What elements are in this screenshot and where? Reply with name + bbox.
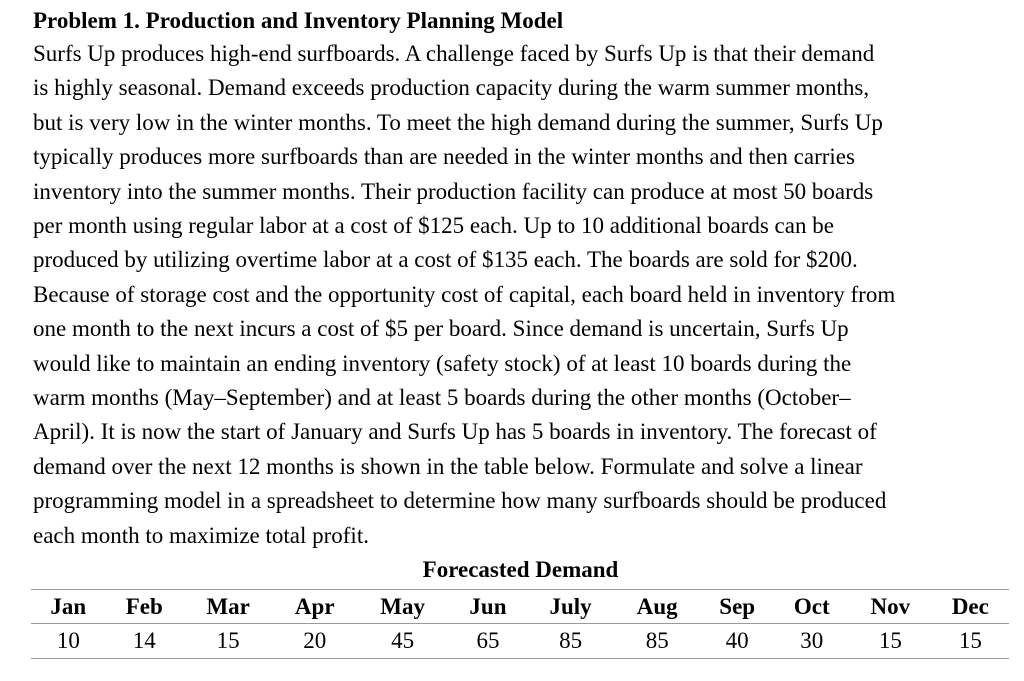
statement-line: each month to maximize total profit. (33, 522, 369, 548)
demand-value: 85 (527, 624, 615, 659)
demand-value: 20 (273, 624, 356, 659)
demand-value: 14 (106, 624, 183, 659)
statement-line: demand over the next 12 months is shown in the table below. Formulate and solve a linear (33, 453, 863, 479)
month-header: Aug (615, 590, 700, 624)
statement-line: Because of storage cost and the opportunity cost of capital, each board held in inventory from (33, 281, 896, 307)
month-header: Dec (932, 590, 1009, 624)
statement-line: produced by utilizing overtime labor at a cost of $135 each. The boards are sold for $200. (33, 247, 858, 273)
forecast-demand-table (31, 589, 1009, 659)
month-header: May (356, 590, 449, 624)
statement-line: one month to the next incurs a cost of $5 per board. Since demand is uncertain, Surfs Up (33, 316, 849, 342)
statement-line: but is very low in the winter months. To meet the high demand during the summer, Surfs Up (33, 109, 883, 135)
month-header: Nov (849, 590, 932, 624)
month-header: Oct (775, 590, 850, 624)
statement-line: is highly seasonal. Demand exceeds production capacity during the warm summer months, (33, 75, 870, 101)
demand-value: 15 (932, 624, 1009, 659)
problem-title: Problem 1. Production and Inventory Planning Model (33, 8, 564, 33)
statement-line: typically produces more surfboards than are needed in the winter months and then carries (33, 144, 855, 170)
demand-value: 45 (356, 624, 449, 659)
demand-value: 15 (849, 624, 932, 659)
month-header: Sep (700, 590, 775, 624)
demand-value: 85 (615, 624, 700, 659)
table-row (31, 624, 1009, 659)
month-header: Mar (183, 590, 274, 624)
demand-value: 10 (31, 624, 106, 659)
statement-line: per month using regular labor at a cost of $125 each. Up to 10 additional boards can be (33, 213, 834, 239)
table-header-row (31, 590, 1009, 624)
demand-value: 15 (183, 624, 274, 659)
month-header: July (527, 590, 615, 624)
demand-value: 40 (700, 624, 775, 659)
demand-value: 30 (775, 624, 850, 659)
statement-line: would like to maintain an ending inventory (safety stock) of at least 10 boards during the (33, 350, 852, 376)
statement-line: Surfs Up produces high-end surfboards. A challenge faced by Surfs Up is that their demand (33, 41, 875, 66)
statement-line: inventory into the summer months. Their production facility can produce at most 50 boards (33, 178, 874, 204)
statement-line: warm months (May–September) and at least 5 boards during the other months (October– (33, 385, 851, 411)
month-header: Feb (106, 590, 183, 624)
month-header: Jun (449, 590, 526, 624)
statement-line: programming model in a spreadsheet to determine how many surfboards should be produced (33, 488, 887, 514)
problem-document (33, 4, 1008, 659)
table-caption: Forecasted Demand (422, 557, 619, 583)
month-header: Apr (273, 590, 356, 624)
problem-statement (33, 37, 1008, 553)
month-header: Jan (31, 590, 106, 624)
statement-line: April). It is now the start of January and Surfs Up has 5 boards in inventory. The forecast of (33, 419, 877, 445)
demand-value: 65 (449, 624, 526, 659)
